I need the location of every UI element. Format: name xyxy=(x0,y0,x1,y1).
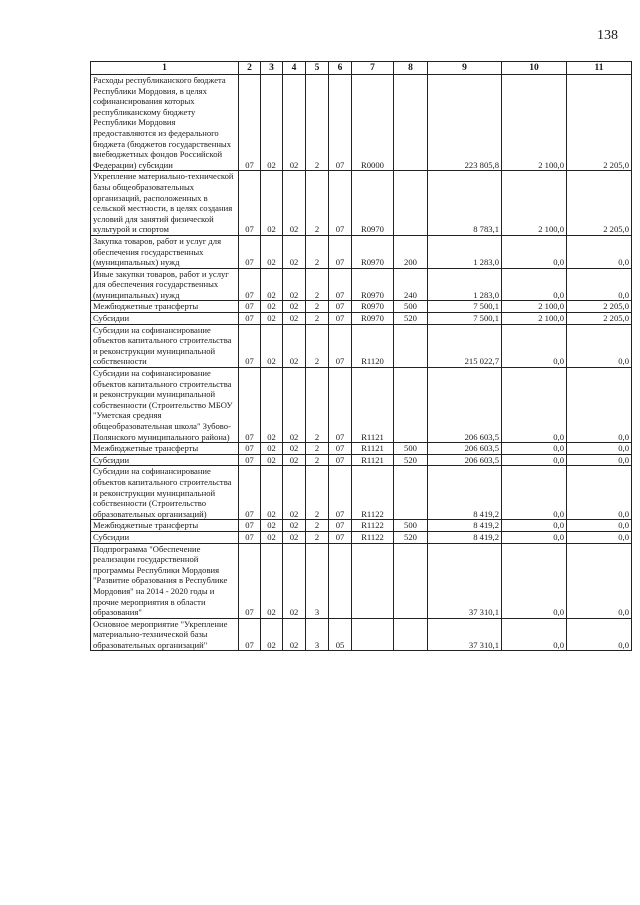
cell-c11: 2 205,0 xyxy=(567,171,632,236)
cell-c2: 07 xyxy=(239,324,261,367)
cell-c9: 206 603,5 xyxy=(428,368,502,443)
cell-c2: 07 xyxy=(239,454,261,466)
cell-c3: 02 xyxy=(261,368,283,443)
page-number: 138 xyxy=(597,28,618,43)
cell-c5: 2 xyxy=(306,466,329,520)
cell-c11: 2 205,0 xyxy=(567,75,632,171)
cell-c5: 2 xyxy=(306,324,329,367)
cell-c4: 02 xyxy=(283,235,306,268)
cell-c11: 2 205,0 xyxy=(567,301,632,313)
cell-c7: R0000 xyxy=(352,75,394,171)
cell-c6: 07 xyxy=(329,466,352,520)
cell-c2: 07 xyxy=(239,313,261,325)
cell-c6: 07 xyxy=(329,171,352,236)
cell-c4: 02 xyxy=(283,75,306,171)
cell-c10: 0,0 xyxy=(502,443,567,455)
cell-c8: 520 xyxy=(394,313,428,325)
cell-c4: 02 xyxy=(283,368,306,443)
cell-c7: R1120 xyxy=(352,324,394,367)
cell-c8 xyxy=(394,466,428,520)
cell-c9: 8 419,2 xyxy=(428,466,502,520)
expense-name-cell: Основное мероприятие "Укрепление материально-технической базы образовательных организаций" xyxy=(91,618,239,651)
table-row xyxy=(91,531,632,543)
cell-c9: 1 283,0 xyxy=(428,268,502,301)
cell-c3: 02 xyxy=(261,75,283,171)
cell-c10: 0,0 xyxy=(502,368,567,443)
cell-c8: 200 xyxy=(394,235,428,268)
column-header: 8 xyxy=(394,62,428,75)
cell-c2: 07 xyxy=(239,301,261,313)
cell-c4: 02 xyxy=(283,466,306,520)
column-header: 5 xyxy=(306,62,329,75)
cell-c7: R0970 xyxy=(352,268,394,301)
table-row xyxy=(91,75,632,171)
expense-name-cell: Межбюджетные трансферты xyxy=(91,443,239,455)
cell-c11: 0,0 xyxy=(567,543,632,618)
cell-c10: 0,0 xyxy=(502,543,567,618)
cell-c8: 240 xyxy=(394,268,428,301)
cell-c2: 07 xyxy=(239,531,261,543)
cell-c5: 2 xyxy=(306,454,329,466)
cell-c7: R0970 xyxy=(352,301,394,313)
cell-c4: 02 xyxy=(283,268,306,301)
cell-c8 xyxy=(394,171,428,236)
cell-c2: 07 xyxy=(239,543,261,618)
table-row xyxy=(91,268,632,301)
cell-c10: 0,0 xyxy=(502,618,567,651)
cell-c10: 2 100,0 xyxy=(502,75,567,171)
table-row xyxy=(91,313,632,325)
cell-c3: 02 xyxy=(261,313,283,325)
cell-c10: 0,0 xyxy=(502,454,567,466)
expense-name-cell: Межбюджетные трансферты xyxy=(91,520,239,532)
table-row xyxy=(91,235,632,268)
cell-c10: 2 100,0 xyxy=(502,301,567,313)
cell-c10: 0,0 xyxy=(502,324,567,367)
cell-c3: 02 xyxy=(261,268,283,301)
cell-c4: 02 xyxy=(283,543,306,618)
table-row xyxy=(91,171,632,236)
cell-c2: 07 xyxy=(239,268,261,301)
cell-c4: 02 xyxy=(283,324,306,367)
cell-c10: 2 100,0 xyxy=(502,313,567,325)
expense-name-cell: Субсидии xyxy=(91,531,239,543)
cell-c6: 07 xyxy=(329,301,352,313)
cell-c7: R0970 xyxy=(352,313,394,325)
cell-c5: 2 xyxy=(306,313,329,325)
cell-c11: 0,0 xyxy=(567,454,632,466)
cell-c6 xyxy=(329,543,352,618)
cell-c5: 2 xyxy=(306,368,329,443)
cell-c9: 223 805,8 xyxy=(428,75,502,171)
cell-c2: 07 xyxy=(239,466,261,520)
cell-c7: R1122 xyxy=(352,466,394,520)
cell-c2: 07 xyxy=(239,618,261,651)
table-row xyxy=(91,324,632,367)
cell-c5: 2 xyxy=(306,531,329,543)
cell-c3: 02 xyxy=(261,324,283,367)
cell-c10: 0,0 xyxy=(502,268,567,301)
cell-c2: 07 xyxy=(239,368,261,443)
table-row xyxy=(91,466,632,520)
cell-c9: 8 419,2 xyxy=(428,520,502,532)
cell-c4: 02 xyxy=(283,531,306,543)
cell-c9: 206 603,5 xyxy=(428,454,502,466)
expense-name-cell: Субсидии xyxy=(91,313,239,325)
cell-c8 xyxy=(394,324,428,367)
table-row xyxy=(91,454,632,466)
cell-c5: 2 xyxy=(306,520,329,532)
cell-c6: 07 xyxy=(329,443,352,455)
column-header: 6 xyxy=(329,62,352,75)
cell-c11: 0,0 xyxy=(567,443,632,455)
cell-c11: 0,0 xyxy=(567,531,632,543)
cell-c4: 02 xyxy=(283,618,306,651)
table-body xyxy=(91,75,632,651)
cell-c8: 520 xyxy=(394,531,428,543)
cell-c8 xyxy=(394,543,428,618)
cell-c8: 500 xyxy=(394,443,428,455)
cell-c6: 07 xyxy=(329,235,352,268)
cell-c11: 0,0 xyxy=(567,466,632,520)
cell-c5: 2 xyxy=(306,268,329,301)
header-row xyxy=(91,62,632,75)
cell-c7: R0970 xyxy=(352,171,394,236)
cell-c6: 07 xyxy=(329,531,352,543)
cell-c9: 215 022,7 xyxy=(428,324,502,367)
cell-c7 xyxy=(352,618,394,651)
cell-c7: R1122 xyxy=(352,520,394,532)
expense-name-cell: Межбюджетные трансферты xyxy=(91,301,239,313)
cell-c5: 3 xyxy=(306,618,329,651)
cell-c3: 02 xyxy=(261,520,283,532)
cell-c6: 07 xyxy=(329,454,352,466)
cell-c9: 8 783,1 xyxy=(428,171,502,236)
cell-c9: 37 310,1 xyxy=(428,543,502,618)
table-row xyxy=(91,543,632,618)
cell-c6: 07 xyxy=(329,268,352,301)
cell-c8 xyxy=(394,368,428,443)
expense-name-cell: Подпрограмма "Обеспечение реализации государственной программы Республики Мордовия "Развитие образования в Республике Мордовия" на 2014 - 2020 годы и прочие мероприятия в области образования" xyxy=(91,543,239,618)
cell-c5: 2 xyxy=(306,171,329,236)
cell-c6: 07 xyxy=(329,324,352,367)
cell-c9: 37 310,1 xyxy=(428,618,502,651)
cell-c3: 02 xyxy=(261,454,283,466)
expense-name-cell: Субсидии на софинансирование объектов капитального строительства и реконструкции муниципальной собственности xyxy=(91,324,239,367)
cell-c5: 2 xyxy=(306,235,329,268)
column-header: 7 xyxy=(352,62,394,75)
cell-c3: 02 xyxy=(261,171,283,236)
cell-c3: 02 xyxy=(261,618,283,651)
cell-c10: 0,0 xyxy=(502,235,567,268)
cell-c6: 07 xyxy=(329,75,352,171)
cell-c7: R1121 xyxy=(352,454,394,466)
cell-c5: 3 xyxy=(306,543,329,618)
cell-c3: 02 xyxy=(261,466,283,520)
cell-c11: 0,0 xyxy=(567,368,632,443)
cell-c7: R1121 xyxy=(352,443,394,455)
table-row xyxy=(91,443,632,455)
cell-c9: 7 500,1 xyxy=(428,301,502,313)
column-header: 4 xyxy=(283,62,306,75)
cell-c5: 2 xyxy=(306,301,329,313)
cell-c9: 8 419,2 xyxy=(428,531,502,543)
cell-c2: 07 xyxy=(239,520,261,532)
cell-c11: 0,0 xyxy=(567,618,632,651)
cell-c10: 2 100,0 xyxy=(502,171,567,236)
cell-c3: 02 xyxy=(261,235,283,268)
cell-c7: R0970 xyxy=(352,235,394,268)
column-header: 1 xyxy=(91,62,239,75)
cell-c8: 500 xyxy=(394,301,428,313)
cell-c6: 07 xyxy=(329,520,352,532)
cell-c3: 02 xyxy=(261,301,283,313)
cell-c4: 02 xyxy=(283,313,306,325)
cell-c5: 2 xyxy=(306,443,329,455)
cell-c11: 0,0 xyxy=(567,268,632,301)
cell-c8 xyxy=(394,75,428,171)
cell-c10: 0,0 xyxy=(502,520,567,532)
cell-c4: 02 xyxy=(283,520,306,532)
cell-c5: 2 xyxy=(306,75,329,171)
cell-c9: 206 603,5 xyxy=(428,443,502,455)
cell-c2: 07 xyxy=(239,75,261,171)
cell-c2: 07 xyxy=(239,443,261,455)
cell-c4: 02 xyxy=(283,171,306,236)
cell-c8 xyxy=(394,618,428,651)
cell-c2: 07 xyxy=(239,171,261,236)
cell-c11: 0,0 xyxy=(567,324,632,367)
table-row xyxy=(91,301,632,313)
cell-c4: 02 xyxy=(283,454,306,466)
cell-c3: 02 xyxy=(261,443,283,455)
cell-c4: 02 xyxy=(283,443,306,455)
cell-c3: 02 xyxy=(261,531,283,543)
cell-c11: 0,0 xyxy=(567,520,632,532)
column-header: 11 xyxy=(567,62,632,75)
cell-c3: 02 xyxy=(261,543,283,618)
cell-c10: 0,0 xyxy=(502,466,567,520)
column-header: 10 xyxy=(502,62,567,75)
column-header: 9 xyxy=(428,62,502,75)
table-row xyxy=(91,618,632,651)
cell-c6: 07 xyxy=(329,368,352,443)
cell-c7: R1122 xyxy=(352,531,394,543)
cell-c4: 02 xyxy=(283,301,306,313)
expense-name-cell: Субсидии на софинансирование объектов капитального строительства и реконструкции муниципальной собственности (Строительство МБОУ "Уметская средняя общеобразовательная школа" Зубово-Полянского муниципального района) xyxy=(91,368,239,443)
column-header: 3 xyxy=(261,62,283,75)
table-row xyxy=(91,368,632,443)
budget-table xyxy=(90,61,632,651)
cell-c7: R1121 xyxy=(352,368,394,443)
cell-c9: 7 500,1 xyxy=(428,313,502,325)
cell-c6: 05 xyxy=(329,618,352,651)
table-row xyxy=(91,520,632,532)
column-header: 2 xyxy=(239,62,261,75)
cell-c8: 520 xyxy=(394,454,428,466)
expense-name-cell: Субсидии на софинансирование объектов капитального строительства и реконструкции муниципальной собственности (Строительство образовательных организаций) xyxy=(91,466,239,520)
cell-c11: 0,0 xyxy=(567,235,632,268)
expense-name-cell: Закупка товаров, работ и услуг для обеспечения государственных (муниципальных) нужд xyxy=(91,235,239,268)
expense-name-cell: Укрепление материально-технической базы общеобразовательных организаций, расположенных в сельской местности, в целях создания условий для занятий физической культурой и спортом xyxy=(91,171,239,236)
cell-c8: 500 xyxy=(394,520,428,532)
cell-c11: 2 205,0 xyxy=(567,313,632,325)
expense-name-cell: Субсидии xyxy=(91,454,239,466)
expense-name-cell: Иные закупки товаров, работ и услуг для обеспечения государственных (муниципальных) нужд xyxy=(91,268,239,301)
cell-c10: 0,0 xyxy=(502,531,567,543)
cell-c7 xyxy=(352,543,394,618)
cell-c2: 07 xyxy=(239,235,261,268)
expense-name-cell: Расходы республиканского бюджета Республики Мордовия, в целях софинансирования которых республиканскому бюджету Республики Мордовия предоставляются из федерального бюджета (бюджетов государственных внебюджетных фондов Российской Федерации) субсидии xyxy=(91,75,239,171)
cell-c9: 1 283,0 xyxy=(428,235,502,268)
cell-c6: 07 xyxy=(329,313,352,325)
